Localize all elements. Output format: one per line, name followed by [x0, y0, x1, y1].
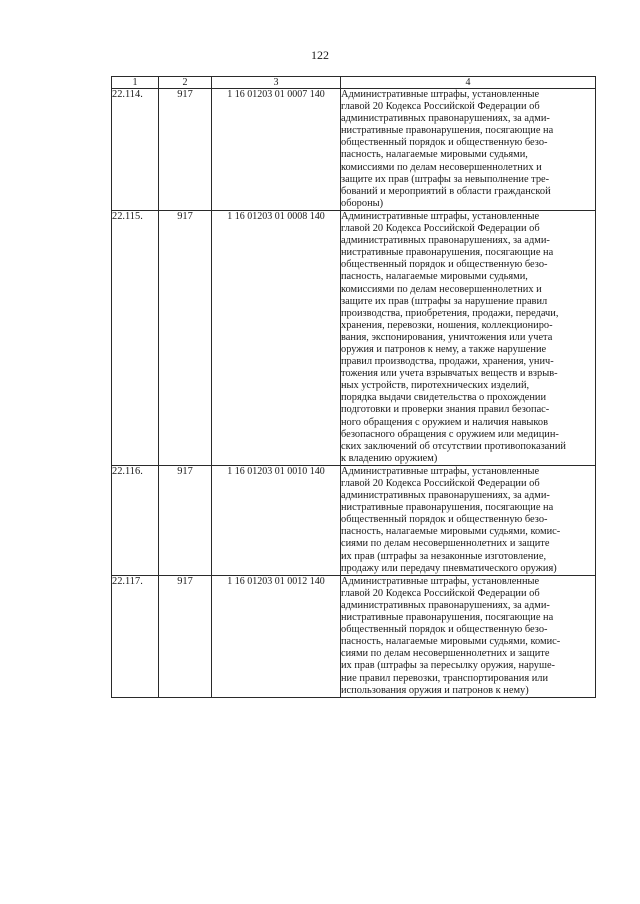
- description-line: вания, экспонирования, уничтожения или учета: [341, 331, 553, 343]
- description-line: административных правонарушениях, за адми-: [341, 113, 550, 125]
- administrator-code: 917: [159, 575, 212, 697]
- description-line: сиями по делам несовершеннолетних и защите: [341, 538, 550, 550]
- administrator-code: 917: [159, 89, 212, 211]
- description-line: их прав (штрафы за пересылку оружия, наруше-: [341, 660, 556, 672]
- description-line: продажу или передачу пневматического оружия): [341, 562, 557, 574]
- description-line: главой 20 Кодекса Российской Федерации об: [341, 223, 540, 235]
- description-line: порядка выдачи свидетельства о прохождении: [341, 392, 547, 404]
- description-line: их прав (штрафы за незаконные изготовление,: [341, 550, 547, 562]
- budget-classification-code: 1 16 01203 01 0007 140: [212, 89, 341, 211]
- description-line: подготовки и проверки знания правил безопас-: [341, 404, 550, 416]
- column-header-1: 1: [112, 77, 159, 89]
- description-line: защите их прав (штрафы за невыполнение тре-: [341, 173, 550, 185]
- description-line: нистративные правонарушения, посягающие на: [341, 125, 554, 137]
- description-line: ние правил перевозки, транспортирования или: [341, 672, 549, 684]
- description-line: административных правонарушениях, за адми-: [341, 235, 550, 247]
- description-line: защите их прав (штрафы за нарушение правил: [341, 295, 548, 307]
- description-line: общественный порядок и общественную безо-: [341, 624, 548, 636]
- budget-codes-table: [111, 76, 596, 698]
- budget-classification-code: 1 16 01203 01 0008 140: [212, 210, 341, 465]
- description-line: главой 20 Кодекса Российской Федерации об: [341, 101, 540, 113]
- description-line: к владению оружием): [341, 452, 438, 464]
- description-line: нистративные правонарушения, посягающие на: [341, 247, 554, 259]
- description-line: правил производства, продажи, хранения, унич-: [341, 356, 554, 368]
- description-line: ного обращения с оружием и наличия навыков: [341, 416, 549, 428]
- description-line: пасность, налагаемые мировыми судьями,: [341, 271, 528, 283]
- revenue-description: [341, 575, 596, 697]
- description-line: сиями по делам несовершеннолетних и защите: [341, 648, 550, 660]
- header-row: [112, 77, 596, 89]
- description-line: нистративные правонарушения, посягающие на: [341, 612, 554, 624]
- description-line: главой 20 Кодекса Российской Федерации об: [341, 478, 540, 489]
- description-line: общественный порядок и общественную безо-: [341, 514, 548, 526]
- description-line: Административные штрафы, установленные: [341, 575, 540, 587]
- budget-classification-code: 1 16 01203 01 0010 140: [212, 465, 341, 575]
- description-line: ских заключений об отсутствии противопоказаний: [341, 440, 566, 452]
- description-line: бований и мероприятий в области гражданской: [341, 185, 551, 197]
- table-body: [112, 89, 596, 698]
- description-line: оружия и патронов к нему, а также нарушение: [341, 343, 547, 355]
- description-line: административных правонарушениях, за адми-: [341, 599, 550, 611]
- page-number: 122: [311, 48, 329, 62]
- column-header-3: 3: [212, 77, 341, 89]
- description-line: комиссиями по делам несовершеннолетних и: [341, 161, 542, 173]
- row-number: 22.114.: [112, 89, 159, 211]
- description-line: пасность, налагаемые мировыми судьями,: [341, 149, 528, 161]
- revenue-description: [341, 210, 596, 465]
- budget-classification-code: 1 16 01203 01 0012 140: [212, 575, 341, 697]
- description-line: главой 20 Кодекса Российской Федерации об: [341, 587, 540, 599]
- revenue-description: [341, 89, 596, 211]
- column-header-4: 4: [341, 77, 596, 89]
- description-line: тожения или учета взрывчатых веществ и взрыв-: [341, 368, 558, 380]
- administrator-code: 917: [159, 210, 212, 465]
- row-number: 22.117.: [112, 575, 159, 697]
- description-line: пасность, налагаемые мировыми судьями, комис-: [341, 636, 561, 648]
- table-row: [112, 465, 596, 575]
- table-row: [112, 575, 596, 697]
- description-line: комиссиями по делам несовершеннолетних и: [341, 283, 542, 295]
- description-line: хранения, перевозки, ношения, коллекциониро-: [341, 319, 553, 331]
- description-line: Административные штрафы, установленные: [341, 465, 540, 477]
- administrator-code: 917: [159, 465, 212, 575]
- description-line: ных устройств, пиротехнических изделий,: [341, 380, 530, 392]
- description-line: безопасного обращения с оружием или медицин-: [341, 428, 559, 440]
- description-line: общественный порядок и общественную безо-: [341, 137, 548, 149]
- description-line: общественный порядок и общественную безо-: [341, 259, 548, 271]
- description-line: Административные штрафы, установленные: [341, 89, 540, 100]
- column-header-2: 2: [159, 77, 212, 89]
- row-number: 22.116.: [112, 465, 159, 575]
- description-line: использования оружия и патронов к нему): [341, 684, 529, 696]
- table-row: [112, 89, 596, 211]
- description-line: пасность, налагаемые мировыми судьями, комис-: [341, 526, 561, 538]
- description-line: производства, приобретения, продажи, передачи,: [341, 307, 559, 319]
- description-line: административных правонарушениях, за адми-: [341, 490, 550, 502]
- description-line: Административные штрафы, установленные: [341, 210, 540, 222]
- description-line: нистративные правонарушения, посягающие на: [341, 502, 554, 514]
- row-number: 22.115.: [112, 210, 159, 465]
- revenue-description: [341, 465, 596, 575]
- table-row: [112, 210, 596, 465]
- description-line: обороны): [341, 197, 384, 209]
